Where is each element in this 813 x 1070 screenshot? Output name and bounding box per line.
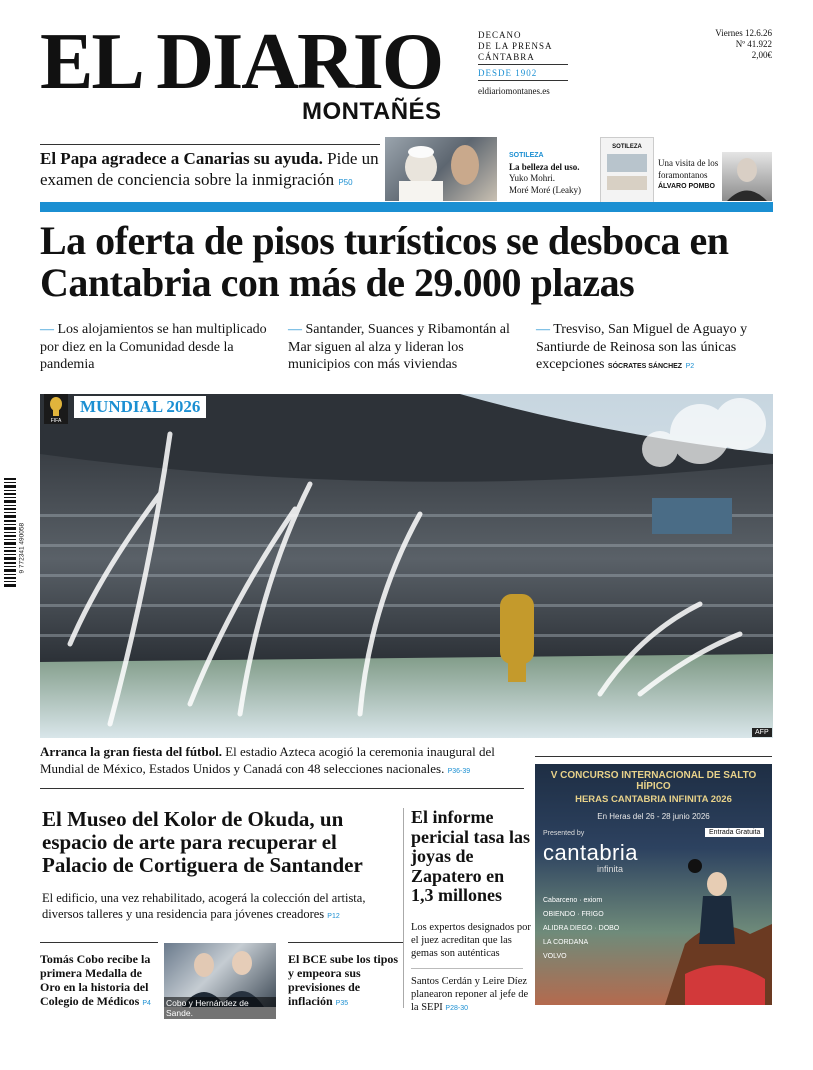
informe-body [411, 975, 531, 1015]
bullet-dash: — [40, 322, 58, 337]
sotileza-cover-label: SOTILEZA [612, 144, 642, 150]
ad-brand: cantabria [543, 840, 639, 865]
sotileza-title: La belleza del uso. [509, 161, 580, 172]
pombo-author: ÁLVARO POMBO [658, 183, 715, 190]
teaser-papa-text: Pide un examen de conciencia sobre la inmigración [40, 149, 379, 189]
page-ref: P35 [335, 1000, 349, 1007]
pombo-photo [722, 152, 772, 201]
bce-teaser[interactable] [288, 952, 403, 1011]
bce-teaser-text: El BCE sube los tipos y empeora sus previsiones de inflación [288, 952, 399, 1008]
sotileza-section: SOTILEZA [509, 152, 544, 159]
papa-photo-shape [385, 137, 497, 201]
sotileza-cover [600, 137, 654, 203]
column-divider [403, 808, 404, 1008]
sotileza-teaser[interactable] [509, 150, 597, 196]
bullet-text: Tresviso, San Miguel de Aguayo y Santiurde de Reinosa son las únicas excepciones [536, 322, 748, 372]
bullet-text: Los alojamientos se han multiplicado por diez en la Comunidad desde la pandemia [40, 322, 267, 372]
pombo-photo-shape [722, 152, 772, 201]
issue-date: Viernes 12.6.26 [715, 28, 772, 38]
issue-number: Nº 41.922 [735, 39, 772, 49]
sotileza-line: Moré Moré (Leaky) [509, 184, 581, 195]
mundial-text: MUNDIAL 2026 [74, 396, 206, 418]
divider [40, 942, 158, 943]
divider [288, 942, 403, 943]
since-label: DESDE 1902 [478, 68, 538, 78]
cover-image [607, 176, 647, 190]
informe-body: Los expertos designados por el juez acreditan que las gemas son auténticas [411, 922, 531, 959]
sponsor: OBIENDO [543, 911, 576, 918]
museo-text: El edificio, una vez rehabilitado, acogerá la colección del artista, diversos talleres y una residencia para jóvenes creadores [42, 891, 366, 921]
barcode-number: 9 772341 490058 [18, 522, 26, 574]
barcode-icon [4, 478, 16, 588]
sponsor: DOBO [598, 925, 620, 932]
pombo-teaser[interactable] [658, 158, 728, 193]
sponsor: ALIDRA DIEGO [543, 925, 593, 932]
sponsor: FRIGO [581, 911, 604, 918]
museo-headline[interactable]: El Museo del Kolor de Okuda, un espacio de arte para recuperar el Palacio de Cortiguera de Santander [42, 807, 363, 877]
tagline-line: DECANO [478, 30, 522, 40]
informe-text: Santos Cerdán y Leire Díez planearon reponer al jefe de la SEPI [411, 976, 529, 1013]
divider [478, 80, 568, 81]
caption-lead: Arranca la gran fiesta del fútbol. [40, 744, 222, 759]
ad-line-2: HERAS CANTABRIA INFINITA 2026 [575, 794, 732, 805]
divider [535, 756, 772, 757]
issue-info [715, 28, 772, 61]
informe-headline[interactable]: El informe pericial tasa las joyas de Zapatero en 1,3 millones [411, 807, 530, 905]
cover-image [607, 154, 647, 172]
stadium-illustration [40, 394, 773, 738]
lead-bar [40, 202, 773, 212]
cobo-teaser-text: Tomás Cobo recibe la primera Medalla de Oro en la historia del Colegio de Médicos [40, 952, 151, 1008]
divider [40, 788, 524, 789]
fifa-label: FIFA [50, 418, 62, 424]
photo-credit: AFP [752, 728, 772, 737]
papa-photo [385, 137, 497, 201]
masthead-subtitle: MONTAÑÉS [302, 98, 442, 125]
divider [478, 64, 568, 65]
cobo-teaser[interactable] [40, 952, 158, 1011]
museo-body [42, 890, 402, 925]
issue-price: 2,00€ [751, 50, 772, 60]
bullet-text: Santander, Suances y Ribamontán al Mar siguen al alza y lideran los municipios con más viviendas [288, 322, 510, 372]
page-ref: P12 [327, 913, 340, 920]
lead-bullet [536, 321, 776, 376]
ad-line-3: En Heras del 26 - 28 junio 2026 [597, 812, 710, 821]
stadium-photo [40, 394, 773, 738]
photo-caption [40, 743, 530, 780]
tagline-line: DE LA PRENSA [478, 41, 553, 51]
sponsor: LA CORDANA [543, 939, 589, 946]
mundial-section-label [40, 394, 206, 418]
divider [40, 144, 380, 145]
cobo-photo-caption: Cobo y Hernández de Sande. [164, 997, 276, 1019]
page-ref: P2 [685, 363, 695, 370]
page-ref: P50 [338, 178, 353, 187]
pombo-text: Una visita de los foramontanos [658, 158, 719, 180]
masthead-title: EL DIARIO [40, 18, 443, 106]
caption-text: El estadio Azteca acogió la ceremonia inaugural del Mundial de México, Estados Unidos y Canadá con 48 selecciones nacionales. [40, 744, 495, 776]
ad-free-entry: Entrada Gratuita [705, 828, 764, 837]
ad-sponsors: Cabarceno · exiom OBIENDO · FRIGO ALIDRA DIEGO · DOBO LA CORDANA VOLVO [543, 897, 620, 960]
lead-bullet [40, 321, 270, 374]
divider [411, 968, 523, 969]
website-link[interactable]: eldiariomontanes.es [478, 86, 550, 96]
masthead-tagline [478, 30, 553, 63]
lead-headline[interactable]: La oferta de pisos turísticos se desboca en Cantabria con más de 29.000 plazas [40, 218, 729, 305]
page-ref: P28-30 [445, 1005, 468, 1012]
page-ref: P36-39 [447, 768, 471, 775]
horse-rider-image [655, 844, 772, 1005]
sponsor: VOLVO [543, 953, 567, 960]
lead-bullet [288, 321, 524, 374]
bullet-dash: — [288, 322, 306, 337]
ad-brand-sub: infinita [597, 864, 624, 874]
byline: SÓCRATES SÁNCHEZ [607, 363, 683, 370]
ad-presented: Presented by [543, 830, 585, 837]
teaser-papa[interactable] [40, 148, 380, 193]
sponsor: Cabarceno [543, 897, 578, 904]
horse-show-ad[interactable] [535, 764, 772, 1005]
ad-line-1: V CONCURSO INTERNACIONAL DE SALTO HÍPICO [550, 770, 757, 792]
sponsor: exiom [583, 897, 603, 904]
bullet-dash: — [536, 322, 554, 337]
tagline-line: CÁNTABRA [478, 52, 535, 62]
page-ref: P4 [142, 1000, 151, 1007]
teaser-papa-lead: El Papa agradece a Canarias su ayuda. [40, 149, 323, 168]
sotileza-line: Yuko Mohri. [509, 173, 556, 183]
